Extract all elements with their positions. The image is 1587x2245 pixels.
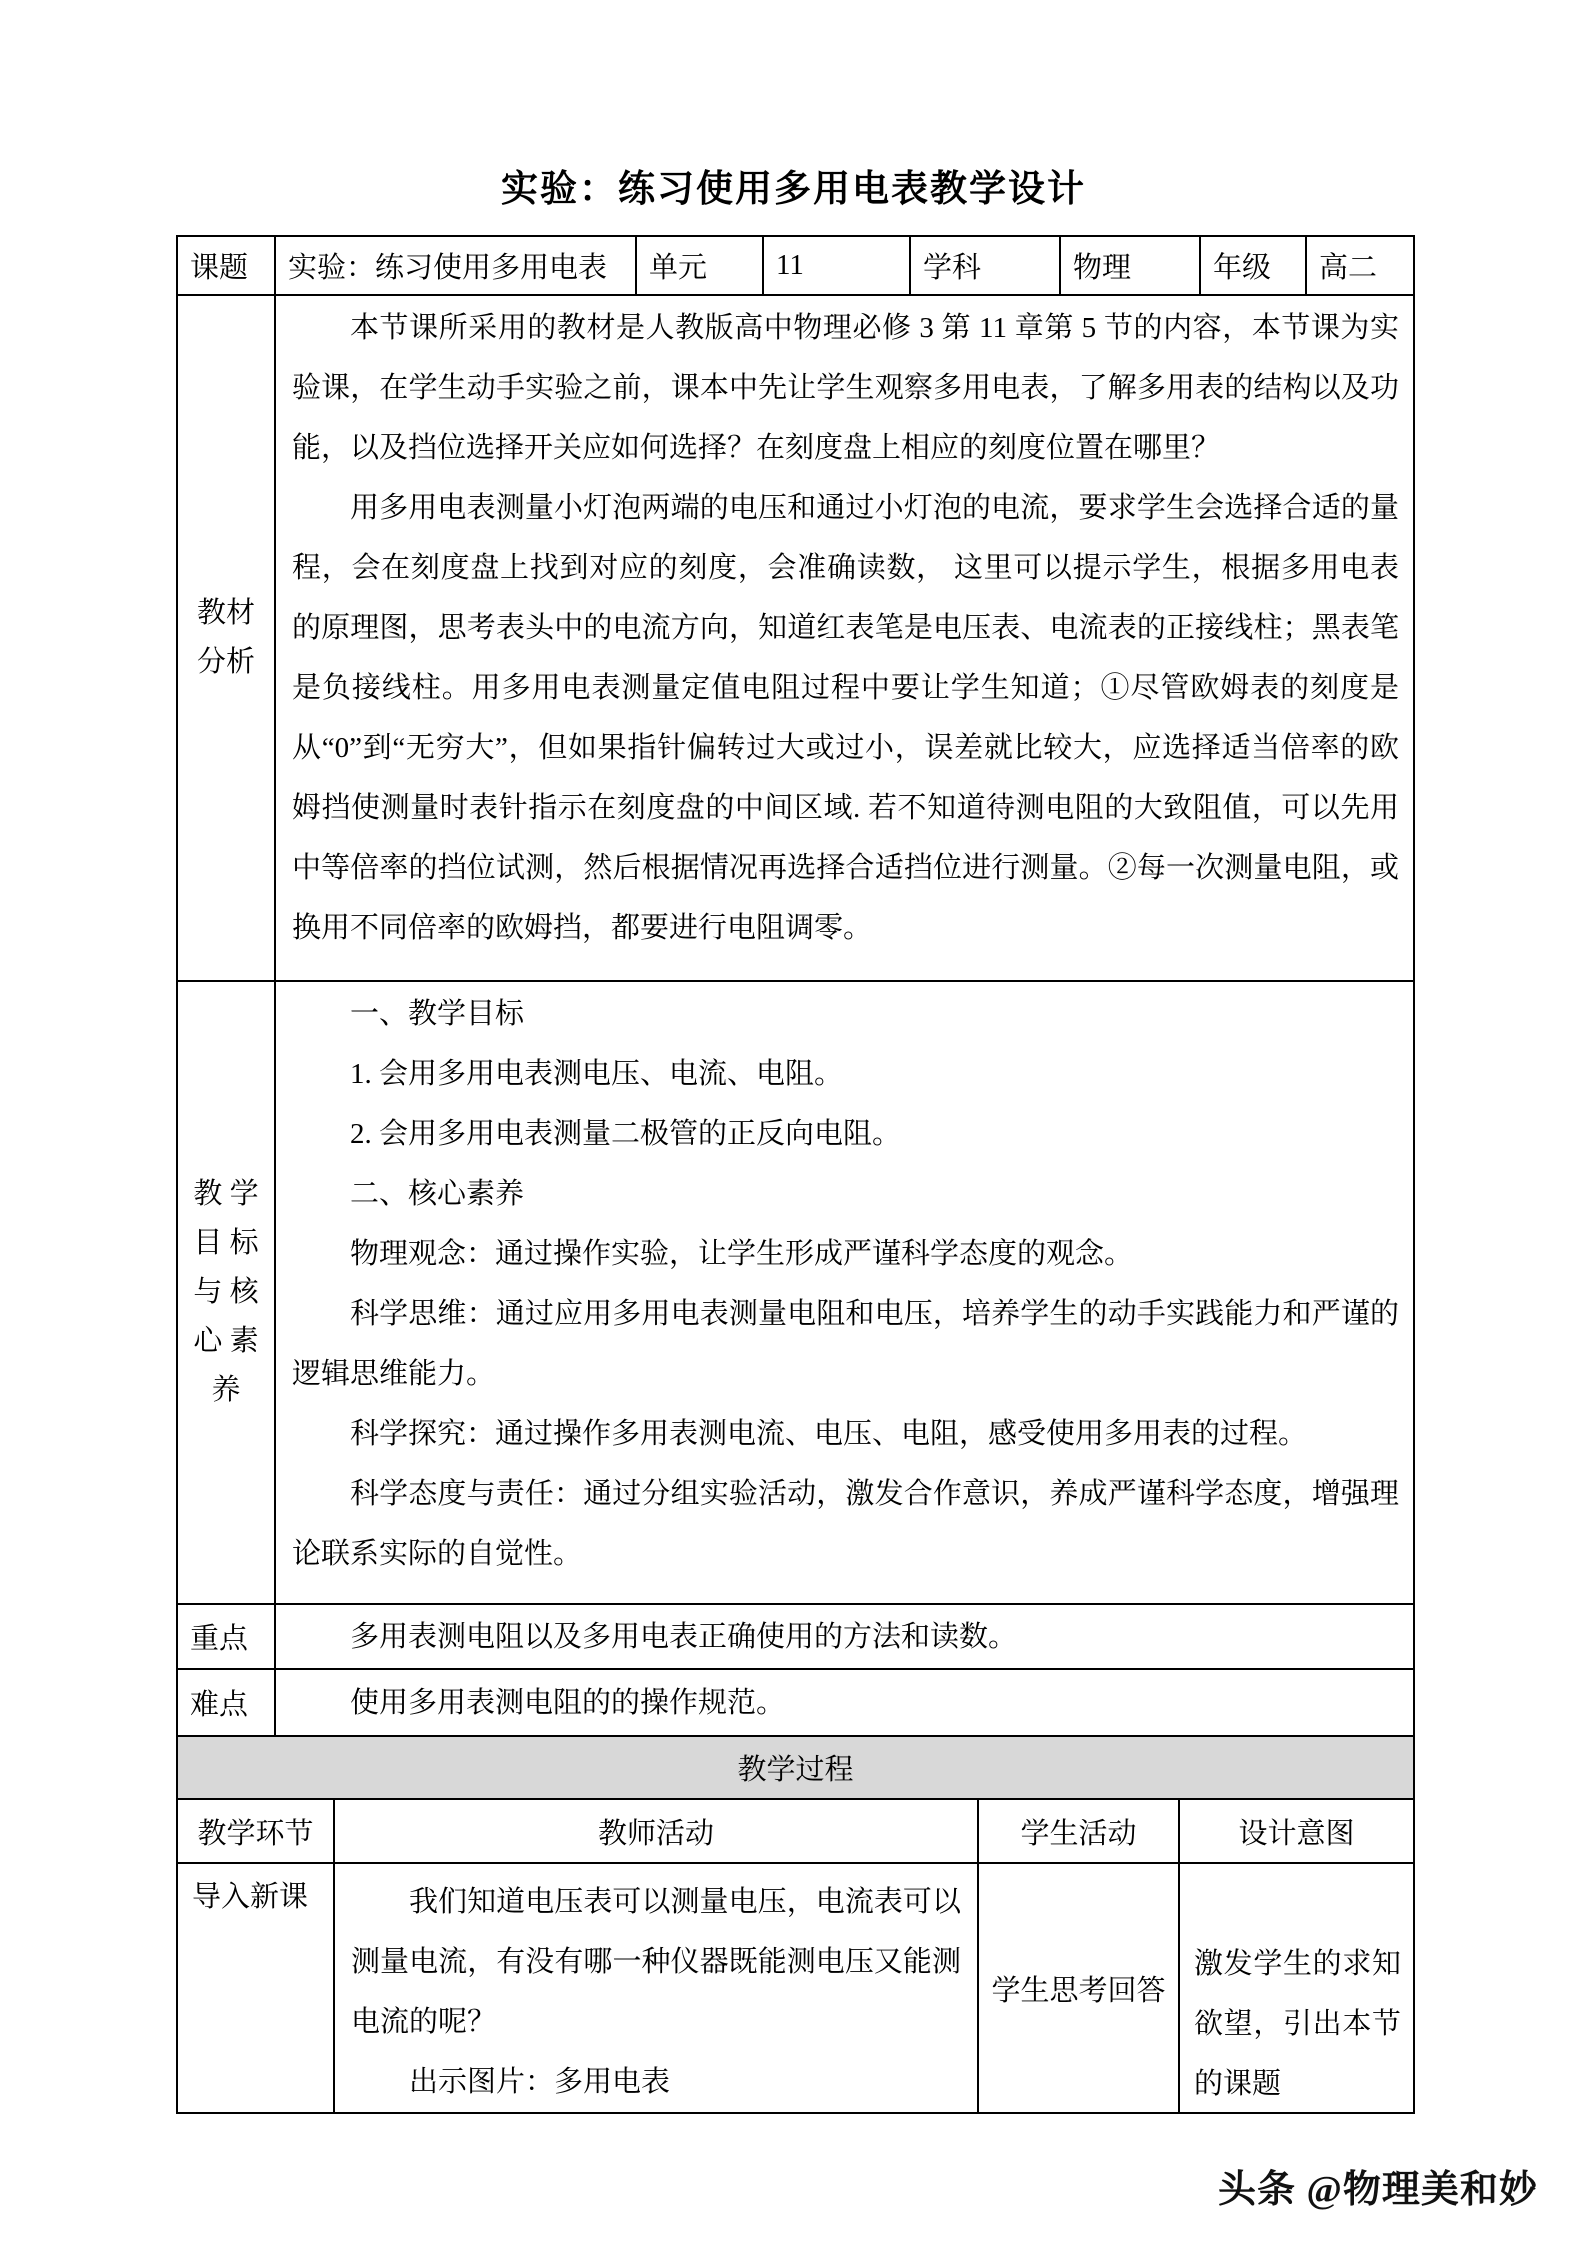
goals-paragraph: 物理观念：通过操作实验，让学生形成严谨科学态度的观念。 (350, 1238, 1134, 1270)
process-row-lead-in (178, 1864, 1415, 2114)
difficulty-content (276, 1670, 1415, 1737)
goals-paragraph: 一、教学目标 (350, 998, 525, 1030)
goals-paragraph: 1. 会用多用电表测电压、电流、电阻。 (350, 1058, 844, 1090)
key-point-content (276, 1605, 1415, 1670)
goals-label (178, 982, 276, 1605)
teacher-activity-paragraph: 出示图片：多用电表 (409, 2066, 671, 2098)
teacher-activity-paragraph: 我们知道电压表可以测量电压，电流表可以测量电流，有没有哪一种仪器既能测电压又能测电流的呢？ (351, 1886, 961, 2038)
material-analysis-paragraph: 本节课所采用的教材是人教版高中物理必修 3 第 11 章第 5 节的内容，本节课为实验课，在学生动手实验之前，课本中先让学生观察多用电表，了解多用表的结构以及功能，以及挡位选择开关应如何选择？在刻度盘上相应的刻度位置在哪里？ (292, 312, 1399, 464)
goals-paragraph: 科学态度与责任：通过分组实验活动，激发合作意识，养成严谨科学态度，增强理论联系实际的自觉性。 (292, 1478, 1399, 1570)
goals-label-line: 教 学 (193, 1178, 259, 1210)
difficulty-row (178, 1670, 1415, 1737)
goals-paragraph: 科学思维：通过应用多用电表测量电阻和电压，培养学生的动手实践能力和严谨的逻辑思维能力。 (292, 1298, 1399, 1390)
header-student-activity: 学生活动 (979, 1800, 1180, 1864)
subject-value: 物理 (1061, 237, 1201, 296)
unit-label: 单元 (637, 237, 764, 296)
goals-content (276, 982, 1415, 1605)
unit-value: 11 (764, 237, 911, 296)
goals-paragraph: 科学探究：通过操作多用表测电流、电压、电阻，感受使用多用表的过程。 (350, 1418, 1308, 1450)
key-point-text: 多用表测电阻以及多用电表正确使用的方法和读数。 (350, 1620, 1018, 1653)
goals-label-line: 养 (211, 1374, 241, 1406)
goals-label-line: 与 核 (193, 1276, 259, 1308)
key-point-label: 重点 (178, 1605, 276, 1670)
process-banner-row (178, 1737, 1415, 1800)
process-banner: 教学过程 (178, 1737, 1415, 1800)
stage-name: 导入新课 (178, 1864, 335, 2114)
subject-label: 学科 (911, 237, 1061, 296)
topic-value: 实验：练习使用多用电表 (276, 237, 637, 296)
goals-row (178, 982, 1415, 1605)
header-teacher-activity: 教师活动 (335, 1800, 979, 1864)
design-intent: 激发学生的求知欲望，引出本节的课题 (1180, 1864, 1415, 2114)
material-analysis-label (178, 296, 276, 982)
difficulty-label: 难点 (178, 1670, 276, 1737)
material-analysis-paragraph: 用多用电表测量小灯泡两端的电压和通过小灯泡的电流，要求学生会选择合适的量程，会在刻度盘上找到对应的刻度，会准确读数， 这里可以提示学生，根据多用电表的原理图，思考表头中的电流方向，知道红表笔是电压表、电流表的正接线柱；黑表笔是负接线柱。用多用电表测量定值电阻过程中要让学生知道；①尽管欧姆表的刻度是从“0”到“无穷大”，但如果指针偏转过大或过小，误差就比较大，应选择适当倍率的欧姆挡使测量时表针指示在刻度盘的中间区域. 若不知道待测电阻的大致阻值，可以先用中等倍率的挡位试测，然后根据情况再选择合适挡位进行测量。②每一次测量电阻，或换用不同倍率的欧姆挡，都要进行电阻调零。 (292, 492, 1399, 944)
goals-paragraph: 2. 会用多用电表测量二极管的正反向电阻。 (350, 1118, 902, 1150)
teacher-activity (335, 1864, 979, 2114)
grade-value: 高二 (1307, 237, 1415, 296)
grade-label: 年级 (1201, 237, 1307, 296)
goals-label-line: 目 标 (193, 1227, 259, 1259)
goals-paragraph: 二、核心素养 (350, 1178, 525, 1210)
topic-label: 课题 (178, 237, 276, 296)
lesson-plan-table (176, 235, 1415, 2114)
key-point-row (178, 1605, 1415, 1670)
header-stage: 教学环节 (178, 1800, 335, 1864)
difficulty-text: 使用多用表测电阻的的操作规范。 (350, 1686, 786, 1719)
process-header-row (178, 1800, 1415, 1864)
material-analysis-label-line: 分析 (196, 646, 255, 678)
material-analysis-label-line: 教材 (196, 597, 255, 629)
page-title: 实验：练习使用多用电表教学设计 (501, 169, 1086, 210)
header-design-intent: 设计意图 (1180, 1800, 1415, 1864)
info-row (178, 237, 1415, 296)
goals-label-line: 心 素 (193, 1325, 259, 1357)
material-analysis-row (178, 296, 1415, 982)
student-activity: 学生思考回答 (979, 1864, 1180, 2114)
material-analysis-content (276, 296, 1415, 982)
watermark: 头条 @物理美和妙 (1218, 2169, 1538, 2211)
